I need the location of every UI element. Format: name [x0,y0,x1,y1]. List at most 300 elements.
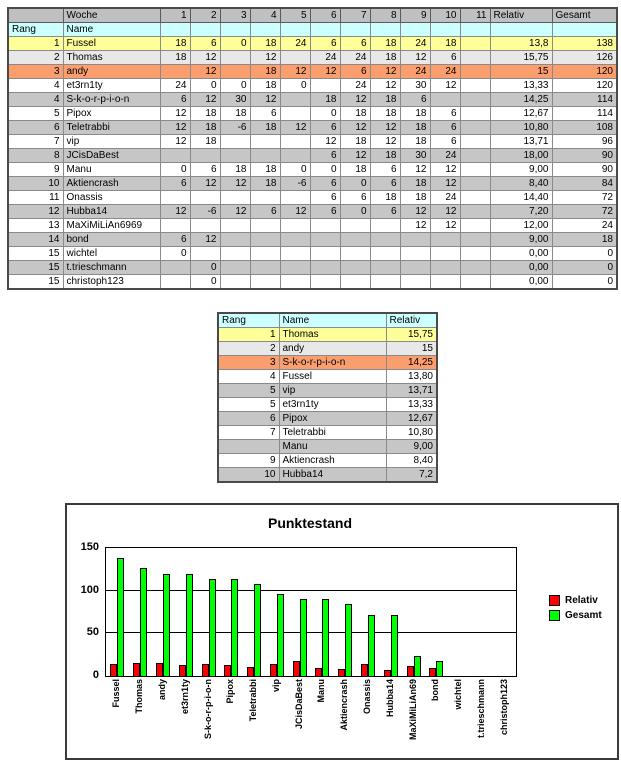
week-header[interactable]: 2 [190,8,220,23]
week-cell[interactable] [430,233,460,247]
week-cell[interactable] [460,261,490,275]
name-cell[interactable]: et3rn1ty [279,398,386,412]
week-cell[interactable]: 12 [220,205,250,219]
week-cell[interactable]: 18 [250,65,280,79]
rang-header[interactable]: Rang [8,23,63,37]
empty-cell[interactable] [220,23,250,37]
week-cell[interactable]: 12 [400,163,430,177]
week-cell[interactable] [220,191,250,205]
relativ-cell[interactable]: 12,00 [490,219,552,233]
week-cell[interactable]: 6 [430,51,460,65]
week-cell[interactable]: 12 [190,93,220,107]
punktestand-chart[interactable] [65,503,619,760]
week-cell[interactable]: 18 [370,149,400,163]
name-cell[interactable]: bond [63,233,160,247]
week-header[interactable]: 10 [430,8,460,23]
name-cell[interactable]: andy [279,342,386,356]
week-cell[interactable]: 12 [370,135,400,149]
name-cell[interactable]: Hubba14 [279,468,386,483]
week-cell[interactable] [430,275,460,290]
week-cell[interactable]: 12 [430,163,460,177]
week-cell[interactable]: 12 [400,219,430,233]
week-cell[interactable] [460,247,490,261]
rang-cell[interactable]: 10 [218,468,279,483]
week-cell[interactable]: 0 [220,37,250,51]
week-cell[interactable]: 18 [370,107,400,121]
week-header[interactable]: 8 [370,8,400,23]
week-cell[interactable]: 12 [250,93,280,107]
rang-cell[interactable]: 3 [218,356,279,370]
week-cell[interactable] [280,191,310,205]
week-cell[interactable]: 18 [160,51,190,65]
week-cell[interactable] [460,205,490,219]
week-cell[interactable] [160,261,190,275]
week-cell[interactable]: 6 [310,205,340,219]
week-cell[interactable]: 12 [430,219,460,233]
week-cell[interactable]: 24 [340,79,370,93]
week-cell[interactable] [370,275,400,290]
week-cell[interactable]: 12 [160,107,190,121]
week-header[interactable]: 7 [340,8,370,23]
week-cell[interactable] [280,261,310,275]
relativ-cell[interactable]: 14,25 [490,93,552,107]
week-cell[interactable] [160,191,190,205]
gesamt-cell[interactable]: 108 [552,121,617,135]
relativ-cell[interactable]: 9,00 [490,163,552,177]
week-cell[interactable] [250,247,280,261]
week-cell[interactable] [250,219,280,233]
rang-cell[interactable]: 6 [218,412,279,426]
rang-cell[interactable]: 4 [8,93,63,107]
week-cell[interactable] [220,233,250,247]
week-cell[interactable] [220,149,250,163]
week-cell[interactable]: 12 [430,177,460,191]
name-cell[interactable]: wichtel [63,247,160,261]
relativ-cell[interactable]: 8,40 [386,454,437,468]
week-header[interactable]: 3 [220,8,250,23]
gesamt-cell[interactable]: 114 [552,107,617,121]
week-cell[interactable]: 18 [370,191,400,205]
week-cell[interactable]: 24 [400,65,430,79]
week-cell[interactable] [460,107,490,121]
week-cell[interactable]: 0 [340,177,370,191]
week-cell[interactable]: 12 [400,205,430,219]
rang-cell[interactable]: 15 [8,275,63,290]
relativ-cell[interactable]: 13,80 [386,370,437,384]
week-cell[interactable] [370,219,400,233]
week-cell[interactable] [460,37,490,51]
week-cell[interactable]: 6 [160,233,190,247]
rang-cell[interactable]: 12 [8,205,63,219]
name-cell[interactable]: Thomas [279,328,386,342]
week-cell[interactable] [220,261,250,275]
week-cell[interactable]: 6 [310,37,340,51]
gesamt-cell[interactable]: 0 [552,247,617,261]
week-cell[interactable]: 12 [340,93,370,107]
week-cell[interactable] [250,191,280,205]
week-cell[interactable]: 12 [430,79,460,93]
rang-cell[interactable]: 5 [218,384,279,398]
empty-cell[interactable] [430,23,460,37]
name-cell[interactable]: Aktiencrash [279,454,386,468]
name-cell[interactable]: et3rn1ty [63,79,160,93]
week-cell[interactable]: 18 [370,51,400,65]
gesamt-header[interactable]: Gesamt [552,8,617,23]
week-cell[interactable]: 0 [160,247,190,261]
week-cell[interactable]: 0 [190,275,220,290]
name-cell[interactable]: JCisDaBest [63,149,160,163]
rang-cell[interactable]: 2 [8,51,63,65]
week-cell[interactable]: -6 [280,177,310,191]
week-header[interactable]: 5 [280,8,310,23]
gesamt-cell[interactable]: 120 [552,79,617,93]
week-cell[interactable] [340,247,370,261]
relativ-cell[interactable]: 0,00 [490,247,552,261]
week-cell[interactable]: 24 [280,37,310,51]
rang-cell[interactable]: 8 [8,149,63,163]
week-cell[interactable]: 18 [250,163,280,177]
empty-cell[interactable] [160,23,190,37]
rang-cell[interactable]: 1 [8,37,63,51]
name-cell[interactable]: S-k-o-r-p-i-o-n [279,356,386,370]
week-cell[interactable] [370,247,400,261]
week-cell[interactable] [460,191,490,205]
week-cell[interactable]: 24 [400,37,430,51]
week-cell[interactable]: -6 [220,121,250,135]
week-cell[interactable] [310,219,340,233]
woche-header[interactable]: Woche [63,8,160,23]
name-cell[interactable]: Pipox [279,412,386,426]
name-cell[interactable]: Manu [279,440,386,454]
week-cell[interactable] [280,219,310,233]
week-cell[interactable]: 6 [190,163,220,177]
empty-cell[interactable] [310,23,340,37]
week-cell[interactable]: 24 [430,191,460,205]
gesamt-cell[interactable]: 90 [552,149,617,163]
name-cell[interactable]: Aktiencrash [63,177,160,191]
empty-cell[interactable] [460,23,490,37]
relativ-cell[interactable]: 15 [386,342,437,356]
week-cell[interactable]: 18 [250,37,280,51]
week-cell[interactable]: 6 [340,65,370,79]
relativ-cell[interactable]: 15,75 [386,328,437,342]
week-cell[interactable]: 12 [340,121,370,135]
week-cell[interactable] [280,233,310,247]
week-cell[interactable] [280,135,310,149]
week-cell[interactable]: 6 [310,121,340,135]
week-cell[interactable]: 30 [400,79,430,93]
name-cell[interactable]: Fussel [279,370,386,384]
relativ-cell[interactable]: 12,67 [386,412,437,426]
week-cell[interactable] [460,177,490,191]
name-cell[interactable]: vip [279,384,386,398]
week-cell[interactable] [220,51,250,65]
gesamt-cell[interactable]: 0 [552,275,617,290]
name-cell[interactable]: Hubba14 [63,205,160,219]
week-cell[interactable] [160,65,190,79]
relativ-cell[interactable]: 13,71 [386,384,437,398]
week-cell[interactable]: 18 [400,191,430,205]
week-cell[interactable] [160,149,190,163]
week-cell[interactable] [340,233,370,247]
week-header[interactable]: 11 [460,8,490,23]
name-cell[interactable]: S-k-o-r-p-i-o-n [63,93,160,107]
rang-cell[interactable]: 15 [8,261,63,275]
week-cell[interactable]: 18 [370,93,400,107]
week-cell[interactable] [310,79,340,93]
week-cell[interactable] [250,261,280,275]
rang-cell[interactable]: 2 [218,342,279,356]
rang-cell[interactable]: 1 [218,328,279,342]
week-cell[interactable]: 12 [160,135,190,149]
relativ-cell[interactable]: 7,2 [386,468,437,483]
week-cell[interactable]: 12 [280,121,310,135]
week-cell[interactable] [250,149,280,163]
week-cell[interactable]: 0 [280,79,310,93]
week-cell[interactable]: 6 [310,149,340,163]
week-cell[interactable]: 12 [160,205,190,219]
week-cell[interactable]: 24 [310,51,340,65]
summary-name-header[interactable]: Name [279,313,386,328]
week-cell[interactable] [280,107,310,121]
name-cell[interactable]: Pipox [63,107,160,121]
name-cell[interactable]: Manu [63,163,160,177]
week-cell[interactable]: 6 [250,205,280,219]
week-cell[interactable]: 12 [310,65,340,79]
week-cell[interactable] [460,233,490,247]
week-cell[interactable]: 6 [310,191,340,205]
week-cell[interactable] [280,247,310,261]
week-cell[interactable]: 0 [220,79,250,93]
week-cell[interactable] [310,261,340,275]
relativ-cell[interactable]: 15 [490,65,552,79]
week-cell[interactable] [310,247,340,261]
week-cell[interactable] [190,149,220,163]
week-cell[interactable]: 12 [370,121,400,135]
week-cell[interactable]: 12 [430,205,460,219]
empty-cell[interactable] [280,23,310,37]
empty-cell[interactable] [400,23,430,37]
week-header[interactable]: 6 [310,8,340,23]
week-cell[interactable] [280,149,310,163]
name-cell[interactable]: christoph123 [63,275,160,290]
week-cell[interactable]: 0 [310,107,340,121]
week-cell[interactable]: 12 [160,121,190,135]
relativ-cell[interactable]: 13,33 [386,398,437,412]
week-cell[interactable] [400,261,430,275]
relativ-cell[interactable]: 14,40 [490,191,552,205]
week-cell[interactable] [460,149,490,163]
empty-cell[interactable] [490,23,552,37]
rang-cell[interactable]: 9 [8,163,63,177]
week-cell[interactable]: 18 [370,37,400,51]
relativ-cell[interactable]: 15,75 [490,51,552,65]
week-cell[interactable]: 12 [280,65,310,79]
name-cell[interactable]: MaXiMiLiAn6969 [63,219,160,233]
week-cell[interactable]: 18 [400,107,430,121]
week-cell[interactable]: 0 [160,163,190,177]
week-cell[interactable] [160,219,190,233]
week-cell[interactable] [370,261,400,275]
week-cell[interactable] [190,219,220,233]
week-cell[interactable] [460,51,490,65]
week-cell[interactable]: 12 [310,135,340,149]
relativ-cell[interactable]: 13,71 [490,135,552,149]
name-cell[interactable]: t.trieschmann [63,261,160,275]
week-cell[interactable]: 18 [220,163,250,177]
relativ-cell[interactable]: 8,40 [490,177,552,191]
week-cell[interactable]: 18 [250,177,280,191]
corner-cell[interactable] [8,8,63,23]
week-cell[interactable] [310,275,340,290]
week-cell[interactable]: 24 [430,149,460,163]
week-cell[interactable]: 12 [280,205,310,219]
week-cell[interactable]: 24 [430,65,460,79]
week-cell[interactable]: 12 [190,51,220,65]
week-cell[interactable] [250,135,280,149]
week-cell[interactable]: 12 [190,233,220,247]
week-cell[interactable]: 12 [370,65,400,79]
gesamt-cell[interactable]: 120 [552,65,617,79]
week-cell[interactable]: 24 [340,51,370,65]
relativ-cell[interactable]: 13,33 [490,79,552,93]
gesamt-cell[interactable]: 126 [552,51,617,65]
week-cell[interactable]: 18 [400,121,430,135]
relativ-cell[interactable]: 10,80 [386,426,437,440]
gesamt-cell[interactable]: 72 [552,205,617,219]
week-cell[interactable] [280,51,310,65]
gesamt-cell[interactable]: 96 [552,135,617,149]
week-cell[interactable] [460,79,490,93]
rang-cell[interactable] [218,440,279,454]
name-header[interactable]: Name [63,23,160,37]
summary-rang-header[interactable]: Rang [218,313,279,328]
rang-cell[interactable]: 3 [8,65,63,79]
week-cell[interactable] [460,93,490,107]
week-header[interactable]: 1 [160,8,190,23]
week-cell[interactable] [430,247,460,261]
week-cell[interactable]: 18 [220,107,250,121]
week-cell[interactable] [190,191,220,205]
name-cell[interactable]: Onassis [63,191,160,205]
rang-cell[interactable]: 11 [8,191,63,205]
week-cell[interactable]: 0 [310,163,340,177]
rang-cell[interactable]: 7 [8,135,63,149]
name-cell[interactable]: andy [63,65,160,79]
rang-cell[interactable]: 15 [8,247,63,261]
relativ-cell[interactable]: 0,00 [490,261,552,275]
week-cell[interactable] [430,261,460,275]
week-cell[interactable]: 6 [430,135,460,149]
week-cell[interactable] [460,65,490,79]
week-cell[interactable]: 6 [250,107,280,121]
relativ-cell[interactable]: 12,67 [490,107,552,121]
week-cell[interactable]: 18 [340,107,370,121]
week-cell[interactable] [460,219,490,233]
week-cell[interactable]: 6 [160,93,190,107]
week-cell[interactable]: 6 [370,205,400,219]
week-cell[interactable] [340,275,370,290]
week-cell[interactable]: 0 [340,205,370,219]
name-cell[interactable]: vip [63,135,160,149]
week-cell[interactable]: 18 [400,177,430,191]
week-cell[interactable]: 6 [370,163,400,177]
relativ-cell[interactable]: 7,20 [490,205,552,219]
week-cell[interactable] [460,121,490,135]
week-header[interactable]: 4 [250,8,280,23]
week-cell[interactable]: 18 [250,79,280,93]
week-cell[interactable]: 18 [310,93,340,107]
summary-relativ-header[interactable]: Relativ [386,313,437,328]
week-cell[interactable]: 6 [430,107,460,121]
gesamt-cell[interactable]: 84 [552,177,617,191]
gesamt-cell[interactable]: 90 [552,163,617,177]
gesamt-cell[interactable]: 24 [552,219,617,233]
week-cell[interactable]: 18 [190,135,220,149]
week-cell[interactable]: 0 [190,79,220,93]
week-header[interactable]: 9 [400,8,430,23]
week-cell[interactable] [400,275,430,290]
relativ-cell[interactable]: 9,00 [490,233,552,247]
week-cell[interactable] [220,275,250,290]
relativ-cell[interactable]: 14,25 [386,356,437,370]
week-cell[interactable]: 0 [190,261,220,275]
week-cell[interactable]: 18 [340,163,370,177]
week-cell[interactable] [220,247,250,261]
week-cell[interactable]: 12 [190,65,220,79]
week-cell[interactable] [370,233,400,247]
week-cell[interactable]: 12 [400,51,430,65]
week-cell[interactable]: 24 [160,79,190,93]
week-cell[interactable]: 6 [160,177,190,191]
week-cell[interactable]: 6 [430,121,460,135]
name-cell[interactable]: Fussel [63,37,160,51]
week-cell[interactable]: 30 [400,149,430,163]
week-cell[interactable] [340,261,370,275]
relativ-cell[interactable]: 9,00 [386,440,437,454]
week-cell[interactable] [310,233,340,247]
empty-cell[interactable] [552,23,617,37]
gesamt-cell[interactable]: 18 [552,233,617,247]
week-cell[interactable]: 6 [190,37,220,51]
week-cell[interactable]: 12 [190,177,220,191]
week-cell[interactable]: 18 [190,121,220,135]
week-cell[interactable]: 18 [250,121,280,135]
week-cell[interactable] [220,219,250,233]
week-cell[interactable] [190,247,220,261]
week-cell[interactable] [250,233,280,247]
week-cell[interactable] [460,163,490,177]
gesamt-cell[interactable]: 72 [552,191,617,205]
week-cell[interactable]: 18 [160,37,190,51]
rang-cell[interactable]: 14 [8,233,63,247]
week-cell[interactable]: 6 [370,177,400,191]
week-cell[interactable]: 6 [400,93,430,107]
week-cell[interactable]: 6 [340,37,370,51]
week-cell[interactable] [280,93,310,107]
relativ-cell[interactable]: 10,80 [490,121,552,135]
gesamt-cell[interactable]: 138 [552,37,617,51]
week-cell[interactable] [280,275,310,290]
week-cell[interactable] [430,93,460,107]
rang-cell[interactable]: 4 [8,79,63,93]
week-cell[interactable]: 12 [220,177,250,191]
rang-cell[interactable]: 13 [8,219,63,233]
week-cell[interactable] [460,135,490,149]
name-cell[interactable]: Teletrabbi [63,121,160,135]
rang-cell[interactable]: 7 [218,426,279,440]
name-cell[interactable]: Teletrabbi [279,426,386,440]
